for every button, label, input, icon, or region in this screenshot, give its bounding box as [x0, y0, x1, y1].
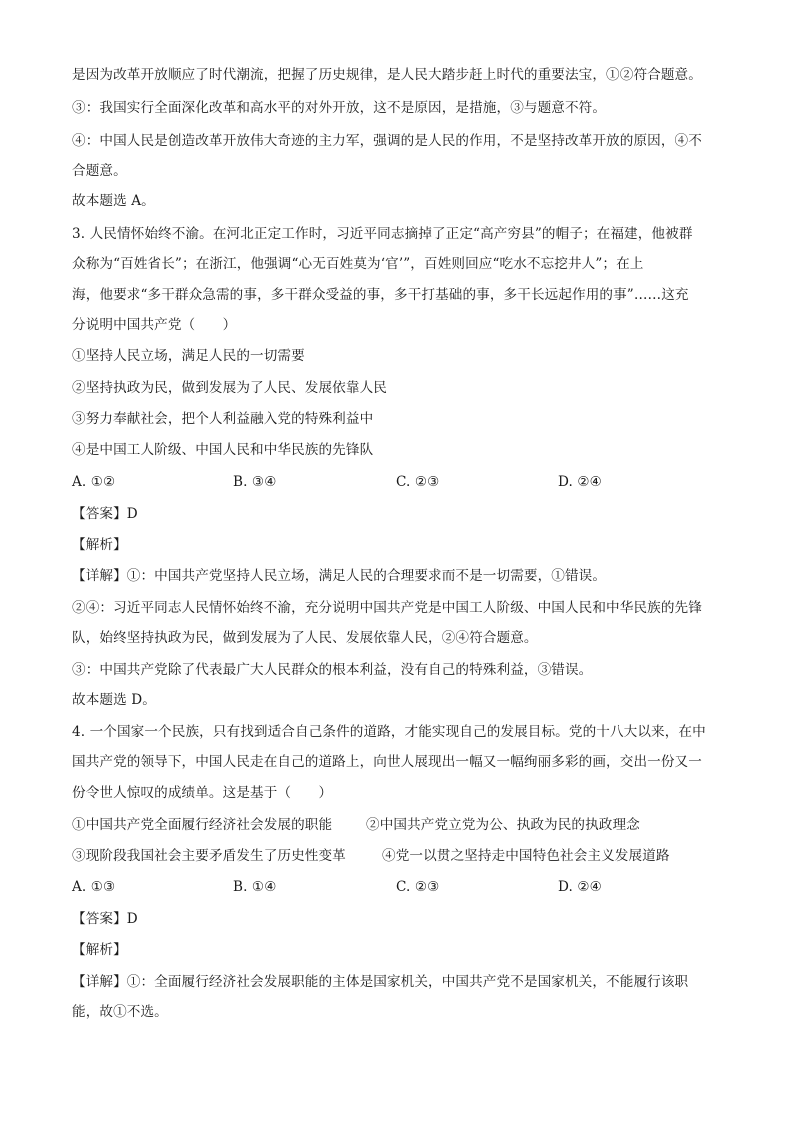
question-4-choice: ②中国共产党立党为公、执政为民的执政理念 — [366, 817, 640, 833]
question-3-explanation: 故本题选 D。 — [72, 692, 156, 708]
option-c: C. ②③ — [396, 474, 440, 490]
question-3-stem: 分说明中国共产党（ ） — [72, 317, 237, 333]
option-a: A. ①③ — [72, 879, 116, 895]
question-3-explanation: 队，始终坚持执政为民，做到发展为了人民、发展依靠人民，②④符合题意。 — [72, 630, 538, 646]
question-3-explanation: 【详解】①：中国共产党坚持人民立场，满足人民的合理要求而不是一切需要，①错误。 — [72, 568, 607, 584]
question-3-options — [72, 472, 724, 492]
option-a: A. ①② — [72, 474, 116, 490]
question-3-analysis-heading: 【解析】 — [72, 537, 127, 553]
question-3-explanation: ②④：习近平同志人民情怀始终不渝，充分说明中国共产党是中国工人阶级、中国人民和中华民族的先锋 — [72, 600, 702, 616]
question-3-choice: ①坚持人民立场，满足人民的一切需要 — [72, 348, 305, 364]
question-3-stem: 众称为“百姓省长”；在浙江，他强调“心无百姓莫为‘官’”，百姓则回应“吃水不忘挖井人”；在上 — [72, 256, 644, 272]
question-3-stem: 海，他要求“多干群众急需的事，多干群众受益的事，多干打基础的事，多干长远起作用的事”……这充 — [72, 287, 689, 303]
question-4-stem: 份令世人惊叹的成绩单。这是基于（ ） — [72, 785, 333, 801]
question-4-choices-row — [72, 815, 724, 835]
option-d: D. ②④ — [558, 474, 602, 490]
question-4-choices-row — [72, 846, 724, 866]
question-4-stem: 国共产党的领导下，中国人民走在自己的道路上，向世人展现出一幅又一幅绚丽多彩的画，交出一份又一 — [72, 754, 702, 770]
question-4-explanation: 【详解】①：全面履行经济社会发展职能的主体是国家机关，中国共产党不是国家机关，不能履行该职 — [72, 974, 689, 990]
question-3-choice: ④是中国工人阶级、中国人民和中华民族的先锋队 — [72, 442, 374, 458]
question-4-options — [72, 877, 724, 897]
question-4-answer: 【答案】D — [72, 911, 138, 927]
question-4-choice: ①中国共产党全面履行经济社会发展的职能 — [72, 817, 333, 833]
option-d: D. ②④ — [558, 879, 602, 895]
option-c: C. ②③ — [396, 879, 440, 895]
question-3-answer: 【答案】D — [72, 506, 138, 522]
question-4-stem: 4. 一个国家一个民族，只有找到适合自己条件的道路，才能实现自己的发展目标。党的十八大以来，在中 — [72, 724, 706, 740]
question-3-stem: 3. 人民情怀始终不渝。在河北正定工作时，习近平同志摘掉了正定“高产穷县”的帽子；在福建，他被群 — [72, 226, 693, 242]
question-4-analysis-heading: 【解析】 — [72, 942, 127, 958]
text-line: 故本题选 A。 — [72, 193, 155, 209]
option-b: B. ③④ — [233, 474, 277, 490]
question-3-choice: ③努力奉献社会，把个人利益融入党的特殊利益中 — [72, 411, 374, 427]
question-4-explanation: 能，故①不选。 — [72, 1004, 168, 1020]
text-line: 是因为改革开放顺应了时代潮流，把握了历史规律，是人民大踏步赶上时代的重要法宝，①②符合题意。 — [72, 67, 702, 83]
question-4-choice: ④党一以贯之坚持走中国特色社会主义发展道路 — [382, 848, 670, 864]
question-3-explanation: ③：中国共产党除了代表最广大人民群众的根本利益，没有自己的特殊利益，③错误。 — [72, 662, 593, 678]
option-b: B. ①④ — [233, 879, 277, 895]
question-3-choice: ②坚持执政为民，做到发展为了人民、发展依靠人民 — [72, 380, 387, 396]
text-line: ③：我国实行全面深化改革和高水平的对外开放，这不是原因，是措施，③与题意不符。 — [72, 100, 607, 116]
text-line: ④：中国人民是创造改革开放伟大奇迹的主力军，强调的是人民的作用，不是坚持改革开放的原因，④不 — [72, 133, 702, 149]
question-4-choice: ③现阶段我国社会主要矛盾发生了历史性变革 — [72, 848, 346, 864]
text-line: 合题意。 — [72, 163, 127, 179]
